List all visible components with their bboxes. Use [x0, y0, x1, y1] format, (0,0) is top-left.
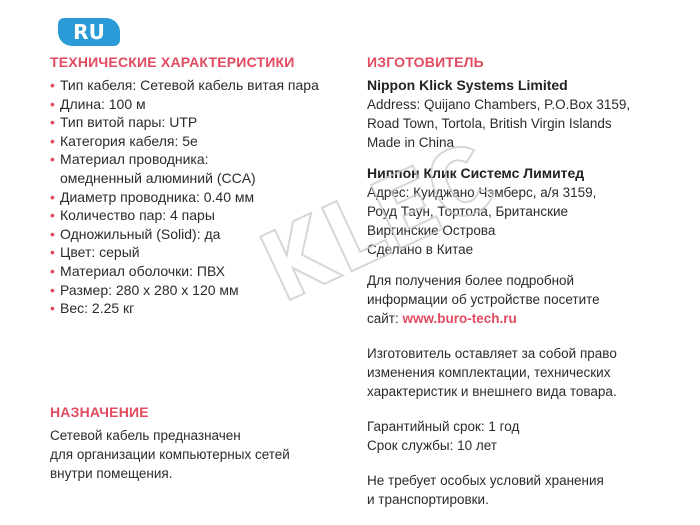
info-block	[367, 271, 687, 328]
spec-item: • Цвет: серый	[50, 243, 350, 262]
storage-line: и транспортировки.	[367, 492, 489, 507]
rights-block	[367, 344, 687, 401]
website-link[interactable]: www.buro-tech.ru	[402, 311, 517, 326]
specs-list	[50, 76, 350, 318]
manufacturer-heading: ИЗГОТОВИТЕЛЬ	[367, 54, 484, 70]
purpose-text	[50, 426, 350, 483]
specs-section	[50, 54, 350, 318]
spec-item: • Материал оболочки: ПВХ	[50, 262, 350, 281]
language-badge: RU	[58, 18, 120, 46]
rights-line: Изготовитель оставляет за собой право	[367, 346, 617, 361]
site-prefix: сайт:	[367, 311, 403, 326]
purpose-section	[50, 404, 350, 483]
warranty-block	[367, 417, 687, 455]
address-line: Сделано в Китае	[367, 242, 474, 257]
spec-item: • Количество пар: 4 пары	[50, 206, 350, 225]
spec-item: • Тип витой пары: UTP	[50, 113, 350, 132]
purpose-heading: НАЗНАЧЕНИЕ	[50, 404, 149, 420]
spec-item: • Диаметр проводника: 0.40 мм	[50, 188, 350, 207]
purpose-line: Сетевой кабель предназначен	[50, 428, 241, 443]
address-line: Виргинские Острова	[367, 223, 496, 238]
company-name-en: Nippon Klick Systems Limited	[367, 77, 568, 93]
spec-item: • Одножильный (Solid): да	[50, 225, 350, 244]
manufacturer-en	[367, 76, 687, 152]
warranty-text: Гарантийный срок: 1 год	[367, 419, 520, 434]
spec-item: • Категория кабеля: 5e	[50, 132, 350, 151]
address-line: Address: Quijano Chambers, P.O.Box 3159,	[367, 97, 631, 112]
address-line: Роуд Таун, Тортола, Британские	[367, 204, 569, 219]
purpose-line: для организации компьютерных сетей	[50, 447, 290, 462]
service-life-text: Срок службы: 10 лет	[367, 438, 497, 453]
spec-item: • Вес: 2.25 кг	[50, 299, 350, 318]
address-line: Made in China	[367, 135, 455, 150]
info-line: Для получения более подробной	[367, 273, 575, 288]
storage-line: Не требует особых условий хранения	[367, 473, 604, 488]
rights-line: изменения комплектации, технических	[367, 365, 611, 380]
manufacturer-ru	[367, 164, 687, 259]
spec-item: • Тип кабеля: Сетевой кабель витая пара	[50, 76, 350, 95]
rights-line: характеристик и внешнего вида товара.	[367, 384, 617, 399]
purpose-line: внутри помещения.	[50, 466, 173, 481]
address-line: Road Town, Tortola, British Virgin Islands	[367, 116, 612, 131]
specs-heading: ТЕХНИЧЕСКИЕ ХАРАКТЕРИСТИКИ	[50, 54, 295, 70]
address-line: Адрес: Куиджано Чэмберс, а/я 3159,	[367, 185, 597, 200]
spec-item: • Длина: 100 м	[50, 95, 350, 114]
storage-block	[367, 471, 687, 509]
info-line: информации об устройстве посетите	[367, 292, 600, 307]
spec-item: • Размер: 280 х 280 х 120 мм	[50, 281, 350, 300]
site-line	[367, 309, 687, 328]
company-name-ru: Ниппон Клик Системс Лимитед	[367, 165, 585, 181]
manufacturer-section	[367, 54, 687, 525]
spec-item: • Материал проводника: омедненный алюминий (CCA)	[50, 150, 260, 187]
